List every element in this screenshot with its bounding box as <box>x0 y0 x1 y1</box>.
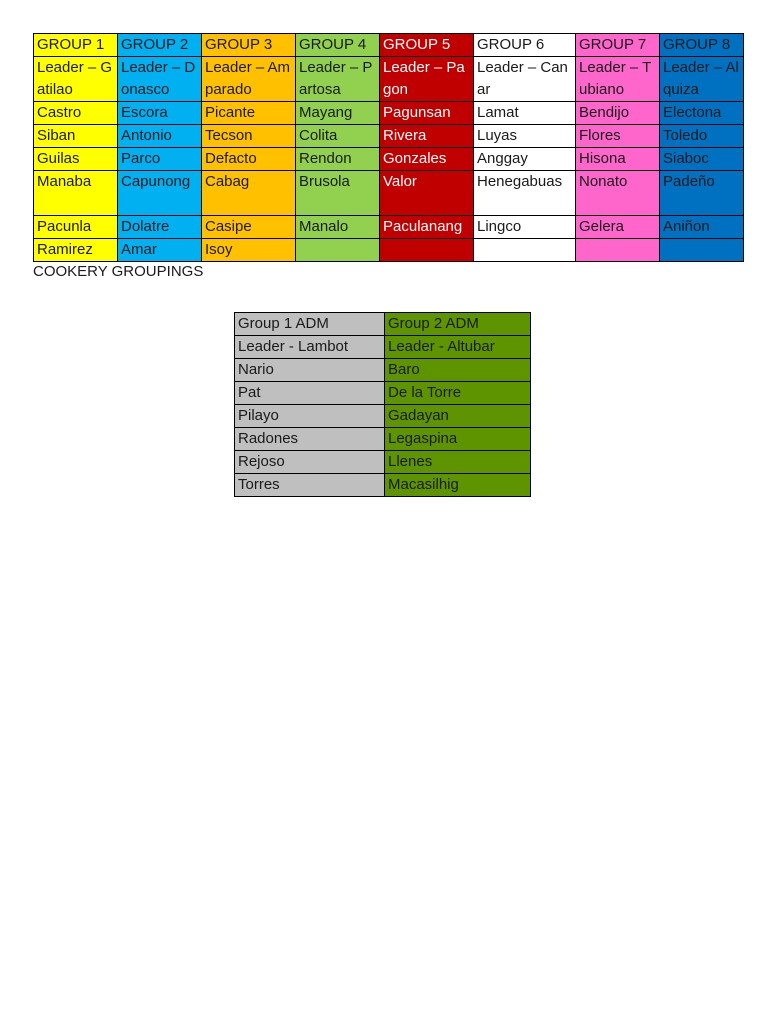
table-row <box>34 102 744 125</box>
member-cell: Padeño <box>660 171 744 216</box>
adm-table <box>234 312 531 497</box>
member-cell: Pacunla <box>34 216 118 239</box>
member-cell: Flores <box>576 125 660 148</box>
member-cell: Llenes <box>385 451 531 474</box>
member-cell: Nonato <box>576 171 660 216</box>
table-row <box>235 336 531 359</box>
member-cell: Guilas <box>34 148 118 171</box>
member-cell: Lamat <box>474 102 576 125</box>
member-cell <box>660 239 744 262</box>
member-cell: Capunong <box>118 171 202 216</box>
leader-cell: Leader – Pagon <box>380 57 474 102</box>
table-row <box>34 125 744 148</box>
leader-cell: Leader - Lambot <box>235 336 385 359</box>
member-cell: Luyas <box>474 125 576 148</box>
member-cell <box>380 239 474 262</box>
table-row <box>34 148 744 171</box>
member-cell: Legaspina <box>385 428 531 451</box>
member-cell: Siaboc <box>660 148 744 171</box>
member-cell: Casipe <box>202 216 296 239</box>
member-cell: Pat <box>235 382 385 405</box>
member-cell: Aniñon <box>660 216 744 239</box>
member-cell: Escora <box>118 102 202 125</box>
member-cell: Nario <box>235 359 385 382</box>
member-cell: Siban <box>34 125 118 148</box>
member-cell: Macasilhig <box>385 474 531 497</box>
member-cell: Radones <box>235 428 385 451</box>
member-cell: Henegabuas <box>474 171 576 216</box>
group-header: GROUP 1 <box>34 34 118 57</box>
member-cell: Castro <box>34 102 118 125</box>
member-cell: Isoy <box>202 239 296 262</box>
member-cell: Ramirez <box>34 239 118 262</box>
member-cell: Manalo <box>296 216 380 239</box>
member-cell: Baro <box>385 359 531 382</box>
leader-cell: Leader – Canar <box>474 57 576 102</box>
leader-cell: Leader – Partosa <box>296 57 380 102</box>
member-cell: Lingco <box>474 216 576 239</box>
group-header: GROUP 5 <box>380 34 474 57</box>
leader-cell: Leader – Alquiza <box>660 57 744 102</box>
member-cell: Amar <box>118 239 202 262</box>
member-cell: Dolatre <box>118 216 202 239</box>
member-cell: Gadayan <box>385 405 531 428</box>
member-cell: Picante <box>202 102 296 125</box>
table-row <box>34 239 744 262</box>
leader-cell: Leader – Gatilao <box>34 57 118 102</box>
member-cell: Rivera <box>380 125 474 148</box>
group-header: GROUP 6 <box>474 34 576 57</box>
adm-header: Group 1 ADM <box>235 313 385 336</box>
member-cell: Valor <box>380 171 474 216</box>
table-row <box>34 57 744 102</box>
member-cell <box>296 239 380 262</box>
member-cell: Torres <box>235 474 385 497</box>
member-cell: Hisona <box>576 148 660 171</box>
member-cell: Rendon <box>296 148 380 171</box>
member-cell: Mayang <box>296 102 380 125</box>
group-header: GROUP 8 <box>660 34 744 57</box>
group-header: GROUP 2 <box>118 34 202 57</box>
table-row <box>235 428 531 451</box>
member-cell: Defacto <box>202 148 296 171</box>
leader-cell: Leader – Donasco <box>118 57 202 102</box>
adm-header-row <box>235 313 531 336</box>
member-cell: Gelera <box>576 216 660 239</box>
member-cell: Pilayo <box>235 405 385 428</box>
leader-cell: Leader – Amparado <box>202 57 296 102</box>
cookery-groupings-caption: COOKERY GROUPINGS <box>33 263 204 280</box>
member-cell: Brusola <box>296 171 380 216</box>
member-cell: Gonzales <box>380 148 474 171</box>
member-cell: Tecson <box>202 125 296 148</box>
member-cell: Cabag <box>202 171 296 216</box>
table-row <box>235 474 531 497</box>
member-cell: De la Torre <box>385 382 531 405</box>
group-header: GROUP 7 <box>576 34 660 57</box>
member-cell: Anggay <box>474 148 576 171</box>
member-cell: Paculanang <box>380 216 474 239</box>
member-cell: Parco <box>118 148 202 171</box>
member-cell: Bendijo <box>576 102 660 125</box>
adm-header: Group 2 ADM <box>385 313 531 336</box>
leader-cell: Leader – Tubiano <box>576 57 660 102</box>
groupings-table <box>33 33 744 262</box>
group-header: GROUP 3 <box>202 34 296 57</box>
table-row <box>34 216 744 239</box>
member-cell <box>474 239 576 262</box>
table-row <box>235 359 531 382</box>
member-cell: Pagunsan <box>380 102 474 125</box>
member-cell: Antonio <box>118 125 202 148</box>
table-row <box>34 171 744 216</box>
member-cell <box>576 239 660 262</box>
table-header-row <box>34 34 744 57</box>
group-header: GROUP 4 <box>296 34 380 57</box>
table-row <box>235 382 531 405</box>
member-cell: Toledo <box>660 125 744 148</box>
table-row <box>235 451 531 474</box>
member-cell: Manaba <box>34 171 118 216</box>
table-row <box>235 405 531 428</box>
member-cell: Colita <box>296 125 380 148</box>
member-cell: Rejoso <box>235 451 385 474</box>
leader-cell: Leader - Altubar <box>385 336 531 359</box>
member-cell: Electona <box>660 102 744 125</box>
